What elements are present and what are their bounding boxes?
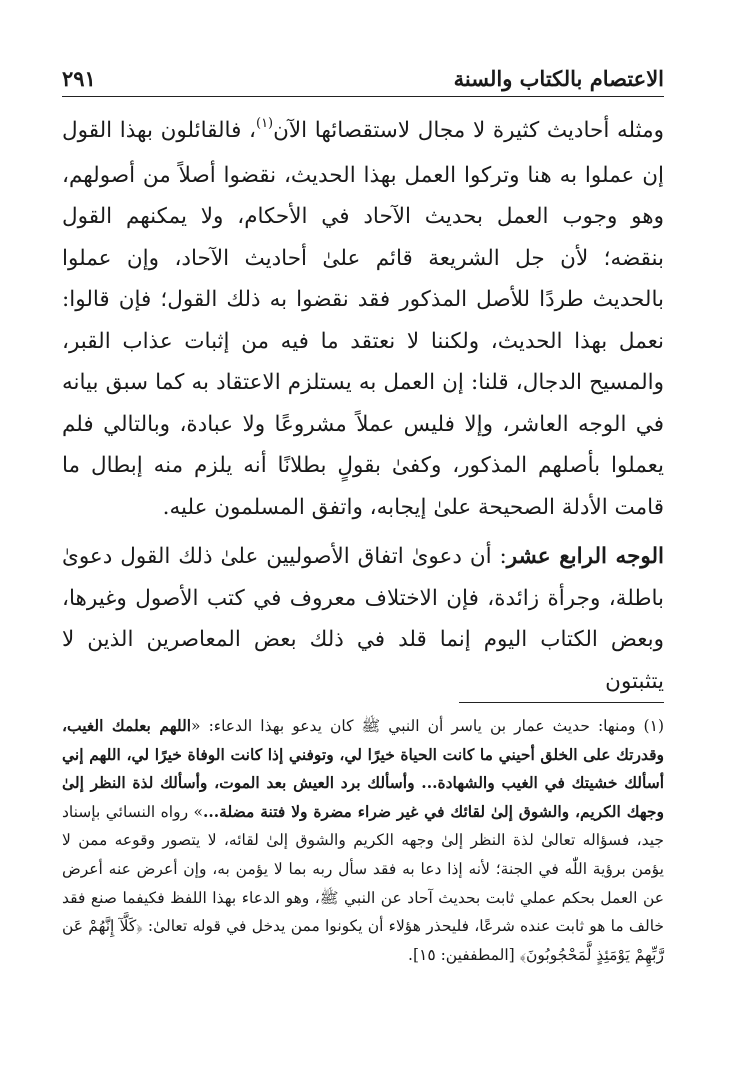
footnote-reference[interactable]: (١) — [255, 116, 274, 131]
main-text — [62, 110, 664, 702]
running-title: الاعتصام بالكتاب والسنة — [453, 66, 664, 91]
quran-verse: ﴿كَلَّآ إِنَّهُمْ عَن رَّبِّهِمْ يَوْمَئِذٍ لَّمَحْجُوبُونَ﴾ — [62, 917, 664, 964]
paragraph-2-text: : أن دعوىٰ اتفاق الأصوليين علىٰ ذلك القول دعوىٰ باطلة، وجرأة زائدة، فإن الاختلاف معروف في كتب الأصول وغيرها، وبعض الكتاب اليوم إنما قلد في ذلك بعض المعاصرين الذين لا يتثبتون — [62, 544, 664, 694]
paragraph-1-part-1: ومثله أحاديث كثيرة لا مجال لاستقصائها الآن — [273, 118, 665, 143]
footnote-hadith-text: اللهم بعلمك الغيب، وقدرتك على الخلق أحيني ما كانت الحياة خيرًا لي، وتوفني إذا كانت الوفاة خيرًا لي، اللهم إني أسألك خشيتك في الغيب والشهادة... وأسألك برد العيش بعد الموت، وأسألك لذة النظر إلىٰ وجهك الكريم، والشوق إلىٰ لقائك في غير ضراء مضرة ولا فتنة مضلة... — [62, 716, 664, 821]
page-number: ٢٩١ — [62, 66, 96, 91]
footnote-intro: (١) ومنها: حديث عمار بن ياسر أن النبي ﷺ كان يدعو بهذا الدعاء: « — [191, 717, 664, 735]
footnote-commentary: » رواه النسائي بإسناد جيد، فسؤاله تعالىٰ لذة النظر إلىٰ وجهه الكريم والشوق إلىٰ لقائه، لا يتصور وقوعه ممن لا يؤمن برؤية اللّٰه في الجنة؛ لأنه إذا دعا به فقد سأل ربه بما لا يؤمن به، وإن أعرض عنه أعرض عن العمل بحكم عملي ثابت بحديث آحاد عن النبي ﷺ، وهو الدعاء بهذا اللفظ فكيفما صنع فقد خالف ما هو ثابت عنده شرعًا، فليحذر هؤلاء أن يكونوا ممن يدخل في قوله تعالىٰ: — [62, 802, 665, 936]
header-divider — [62, 96, 664, 97]
paragraph-2 — [62, 536, 664, 702]
section-heading: الوجه الرابع عشر — [506, 544, 664, 569]
page-header — [62, 58, 664, 94]
quran-citation: [المطففين: ١٥]. — [408, 945, 520, 964]
footnote-1 — [62, 712, 664, 969]
paragraph-1-part-2: ، فالقائلون بهذا القول إن عملوا به هنا وتركوا العمل بهذا الحديث، نقضوا أصلاً من أصولهم، وهو وجوب العمل بحديث الآحاد في الأحكام، ولا يمكنهم القول بنقضه؛ لأن جل الشريعة قائم علىٰ أحاديث الآحاد، وإن عملوا بالحديث طردًا للأصل المذكور فقد نقضوا به ذلك القول؛ فإن قالوا: نعمل بهذا الحديث، ولكننا لا نعتقد ما فيه من إثبات عذاب القبر، والمسيح الدجال، قلنا: إن العمل به يستلزم الاعتقاد به كما سبق بيانه في الوجه العاشر، وإلا فليس عملاً مشروعًا ولا عبادة، وبالتالي فلم يعملوا بأصلهم المذكور، وكفىٰ بقولٍ بطلانًا أنه يلزم منه إبطال ما قامت الأدلة الصحيحة علىٰ إيجابه، واتفق المسلمون عليه. — [62, 118, 664, 520]
footnote-divider — [459, 702, 664, 703]
paragraph-1 — [62, 110, 664, 528]
footnote — [62, 712, 664, 969]
